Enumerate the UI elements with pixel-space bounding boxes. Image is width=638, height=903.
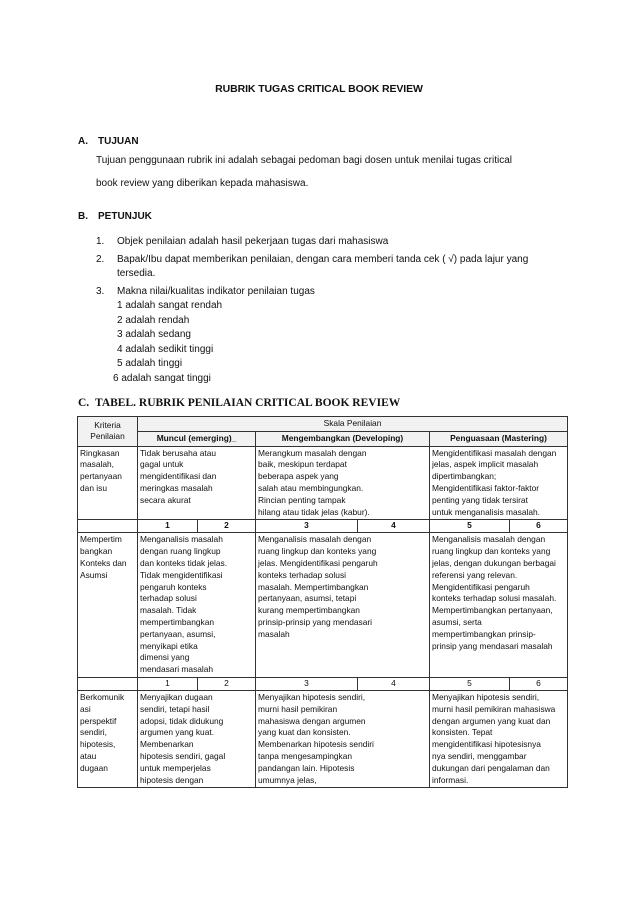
level-header-developing: Mengembangkan (Developing): [256, 431, 430, 446]
list-item: 2. Bapak/Ibu dapat memberikan penilaian, dengan cara memberi tanda cek ( √) pada lajur yang tersedia.: [96, 253, 529, 279]
cell-text-line: salah atau membingungkan.: [258, 482, 364, 493]
score-row: [78, 520, 568, 533]
score-cell: 2: [198, 677, 256, 690]
cell-text-line: Mengidentifikasi masalah dengan: [432, 447, 557, 458]
cell-text-line: jelas. Mengidentifikasi pengaruh: [258, 557, 378, 568]
cell-text-line: masalah. Tidak: [140, 605, 197, 616]
rubric-table: [77, 416, 568, 788]
cell-text-line: Rincian penting tampak: [258, 494, 346, 505]
section-a-letter: A.: [78, 136, 88, 147]
level-cell-mastering: [430, 690, 568, 787]
criteria-cell: [78, 446, 138, 520]
cell-text-line: dipertimbangkan;: [432, 471, 497, 482]
cell-text-line: argumen yang kuat.: [140, 727, 215, 738]
cell-text-line: pandangan lain. Hipotesis: [258, 762, 355, 773]
cell-text-line: Konteks dan: [80, 557, 127, 568]
cell-text-line: Asumsi: [80, 569, 108, 580]
cell-text-line: Tidak berusaha atau: [140, 447, 217, 458]
scale-item: 2 adalah rendah: [117, 314, 190, 326]
section-b-letter: B.: [78, 211, 88, 222]
section-a-line: Tujuan penggunaan rubrik ini adalah sebagai pedoman bagi dosen untuk menilai tugas critical: [96, 155, 513, 166]
score-cell: 3: [256, 677, 358, 690]
cell-text-line: Merangkum masalah dengan: [258, 447, 367, 458]
cell-text-line: sendiri, tetapi hasil: [140, 703, 210, 714]
section-b-heading: [78, 211, 152, 222]
cell-text-line: meringkas masalah: [140, 482, 213, 493]
score-cell: 6: [510, 677, 568, 690]
cell-text-line: pertanyaan, asumsi,: [140, 628, 216, 639]
level-header-emerging: Muncul (emerging)_: [138, 431, 256, 446]
section-c-heading: [78, 397, 400, 409]
cell-text-line: Ringkasan: [80, 447, 120, 458]
cell-text-line: hipotesis sendiri, gagal: [140, 750, 226, 761]
kriteria-header: Kriteria Penilaian: [78, 417, 138, 447]
table-row: [78, 690, 568, 787]
cell-text-line: beberapa aspek yang: [258, 471, 339, 482]
table-row: [78, 533, 568, 678]
cell-text-line: konteks terhadap solusi masalah.: [432, 593, 557, 604]
criteria-cell: [78, 533, 138, 678]
level-cell-mastering: [430, 533, 568, 678]
skala-header: Skala Penilaian: [138, 417, 568, 432]
table-header-row: [78, 431, 568, 446]
section-b-title: PETUNJUK: [98, 211, 152, 222]
cell-text-line: konsisten. Tepat: [432, 727, 493, 738]
cell-text-line: Menyajikan hipotesis sendiri,: [432, 691, 540, 702]
cell-text-line: Mempertim: [80, 534, 122, 545]
level-cell-emerging: [138, 446, 256, 520]
cell-text-line: Menganalisis masalah dengan: [258, 534, 372, 545]
cell-text-line: masalah,: [80, 459, 114, 470]
section-a-title: TUJUAN: [98, 136, 139, 147]
list-item: 3. Makna nilai/kualitas indikator penilaian tugas 1 adalah sangat rendah 2 adalah rendah 3 adalah sedang 4 adalah sedikit tinggi 5 adalah tinggi 6 adalah sangat tinggi: [96, 285, 576, 387]
cell-text-line: murni hasil pemikiran: [258, 703, 338, 714]
cell-text-line: sendiri,: [80, 727, 107, 738]
cell-text-line: ruang lingkup dan konteks yang: [432, 546, 551, 557]
document-title: RUBRIK TUGAS CRITICAL BOOK REVIEW: [215, 83, 423, 95]
table-row: [78, 446, 568, 520]
cell-text-line: hipotesis,: [80, 739, 116, 750]
cell-text-line: dan konteks tidak jelas.: [140, 557, 228, 568]
cell-text-line: jelas, dengan dukungan berbagai: [432, 557, 556, 568]
cell-text-line: mengidentifikasi dan: [140, 471, 217, 482]
cell-text-line: Menganalisis masalah dengan: [432, 534, 546, 545]
cell-text-line: masalah: [258, 628, 290, 639]
cell-text-line: Membenarkan: [140, 739, 194, 750]
scale-item: 5 adalah tinggi: [117, 358, 183, 369]
level-cell-developing: [256, 533, 430, 678]
petunjuk-list: [96, 235, 576, 386]
cell-text-line: Tidak mengidentifikasi: [140, 569, 223, 580]
cell-text-line: Menyajikan dugaan: [140, 691, 213, 702]
cell-text-line: Membenarkan hipotesis sendiri: [258, 739, 374, 750]
cell-text-line: mempertimbangkan prinsip-: [432, 628, 536, 639]
score-cell: 3: [256, 520, 358, 533]
score-cell: 5: [430, 677, 510, 690]
cell-text-line: informasi.: [432, 774, 469, 785]
cell-text-line: konteks terhadap solusi: [258, 569, 346, 580]
cell-text-line: Mengidentifikasi pengaruh: [432, 581, 530, 592]
section-a-heading: [78, 136, 139, 147]
scale-item: 1 adalah sangat rendah: [117, 300, 223, 311]
cell-text-line: dugaan: [80, 762, 108, 773]
cell-text-line: dimensi yang: [140, 652, 190, 663]
cell-text-line: prinsip yang mendasari masalah: [432, 640, 553, 651]
cell-text-line: pertanyaan: [80, 471, 122, 482]
cell-text-line: dan isu: [80, 482, 108, 493]
section-c-title: TABEL. RUBRIK PENILAIAN CRITICAL BOOK REVIEW: [95, 397, 401, 409]
level-cell-developing: [256, 446, 430, 520]
score-cell: 1: [138, 520, 198, 533]
section-c-letter: C.: [78, 397, 90, 409]
cell-text-line: terhadap solusi: [140, 593, 197, 604]
level-cell-developing: [256, 690, 430, 787]
cell-text-line: prinsip-prinsip yang mendasari: [258, 616, 373, 627]
level-cell-mastering: [430, 446, 568, 520]
cell-text-line: mahasiswa dengan argumen: [258, 715, 366, 726]
cell-text-line: Mempertimbangkan pertanyaan,: [432, 605, 553, 616]
cell-text-line: pengaruh konteks: [140, 581, 207, 592]
cell-text-line: ruang lingkup dan konteks yang: [258, 546, 377, 557]
cell-text-line: dengan ruang lingkup: [140, 546, 221, 557]
cell-text-line: asi: [80, 703, 91, 714]
cell-text-line: secara akurat: [140, 494, 191, 505]
score-cell: 2: [198, 520, 256, 533]
cell-text-line: mendasari masalah: [140, 664, 214, 675]
cell-text-line: murni hasil pemikiran mahasiswa: [432, 703, 556, 714]
cell-text-line: referensi yang relevan.: [432, 569, 518, 580]
score-cell: 5: [430, 520, 510, 533]
cell-text-line: Berkomunik: [80, 691, 125, 702]
level-header-mastering: Penguasaan (Mastering): [430, 431, 568, 446]
cell-text-line: baik, meskipun terdapat: [258, 459, 347, 470]
cell-text-line: perspektif: [80, 715, 117, 726]
cell-text-line: atau: [80, 750, 97, 761]
table-header-row: [78, 417, 568, 432]
score-row: [78, 677, 568, 690]
cell-text-line: gagal untuk: [140, 459, 184, 470]
score-cell: 1: [138, 677, 198, 690]
cell-text-line: penting yang tidak tersirat: [432, 494, 528, 505]
cell-text-line: mengidentifikasi hipotesisnya: [432, 739, 541, 750]
cell-text-line: untuk memperjelas: [140, 762, 211, 773]
cell-text-line: Mengidentifikasi faktor-faktor: [432, 482, 540, 493]
level-cell-emerging: [138, 690, 256, 787]
cell-text-line: nya sendiri, menggambar: [432, 750, 527, 761]
score-spacer: [78, 520, 138, 533]
list-item: 1. Objek penilaian adalah hasil pekerjaan tugas dari mahasiswa: [96, 236, 389, 247]
cell-text-line: Menganalisis masalah: [140, 534, 223, 545]
rubric-body: [78, 417, 568, 788]
level-cell-emerging: [138, 533, 256, 678]
cell-text-line: umumnya jelas,: [258, 774, 317, 785]
cell-text-line: yang kuat dan konsisten.: [258, 727, 351, 738]
cell-text-line: mempertimbangkan: [140, 616, 215, 627]
scale-item: 6 adalah sangat tinggi: [113, 372, 211, 384]
cell-text-line: dengan argumen yang kuat dan: [432, 715, 551, 726]
cell-text-line: dukungan dari pengalaman dan: [432, 762, 550, 773]
cell-text-line: asumsi, serta: [432, 616, 482, 627]
cell-text-line: hipotesis dengan: [140, 774, 204, 785]
cell-text-line: Menyajikan hipotesis sendiri,: [258, 691, 366, 702]
cell-text-line: hilang atau tidak jelas (kabur).: [258, 506, 370, 517]
section-a-paragraph: [96, 151, 512, 194]
score-cell: 6: [510, 520, 568, 533]
scale-item: 3 adalah sedang: [117, 329, 191, 340]
cell-text-line: pertanyaan, asumsi, tetapi: [258, 593, 357, 604]
cell-text-line: tanpa mengesampingkan: [258, 750, 353, 761]
criteria-cell: [78, 690, 138, 787]
cell-text-line: adopsi, tidak didukung: [140, 715, 224, 726]
score-cell: 4: [358, 520, 430, 533]
cell-text-line: kurang mempertimbangkan: [258, 605, 360, 616]
cell-text-line: bangkan: [80, 546, 113, 557]
section-a-line: book review yang diberikan kepada mahasiswa.: [96, 178, 309, 189]
score-cell: 4: [358, 677, 430, 690]
cell-text-line: jelas, aspek implicit masalah: [432, 459, 539, 470]
cell-text-line: untuk menganalisis masalah.: [432, 506, 541, 517]
score-spacer: [78, 677, 138, 690]
cell-text-line: masalah. Mempertimbangkan: [258, 581, 369, 592]
scale-item: 4 adalah sedikit tinggi: [117, 343, 214, 355]
cell-text-line: menyikapi etika: [140, 640, 198, 651]
